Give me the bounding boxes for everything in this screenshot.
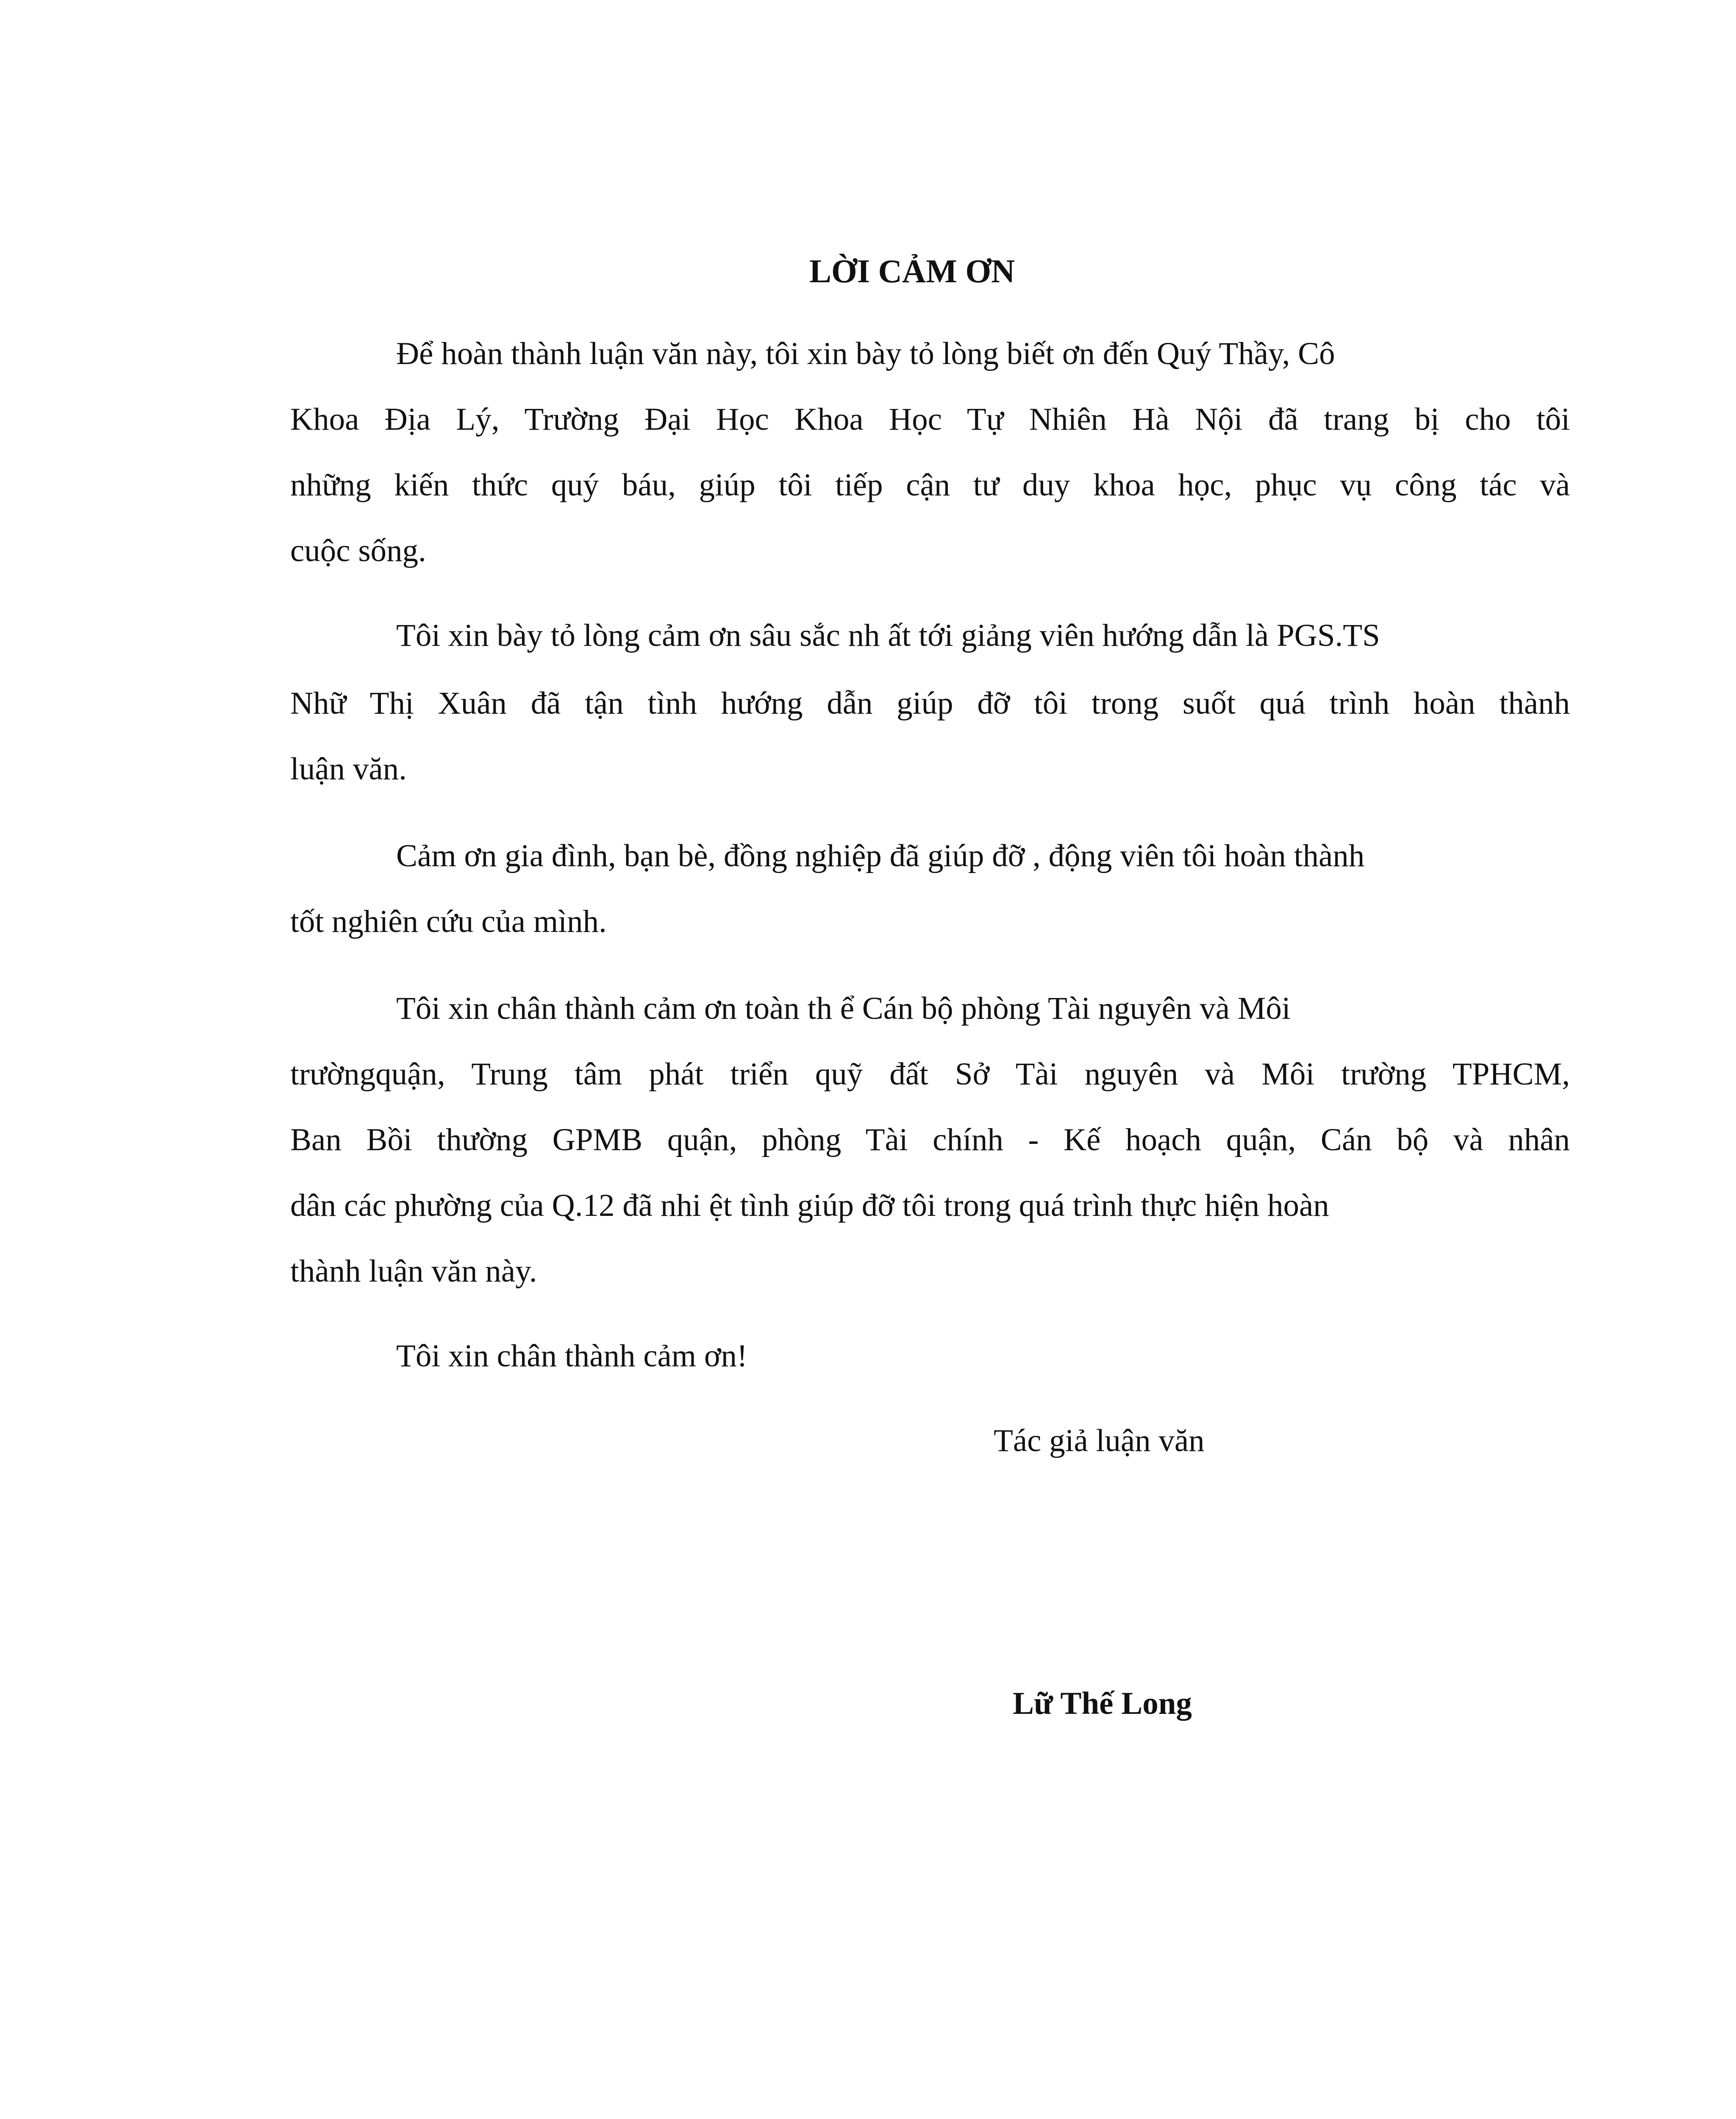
paragraph-2-line-1: Tôi xin bày tỏ lòng cảm ơn sâu sắc nh ất tới giảng viên hướng dẫn là PGS.TS bbox=[396, 618, 1380, 653]
paragraph-4-line-4: dân các phường của Q.12 đã nhi ệt tình giúp đỡ tôi trong quá trình thực hiện hoàn bbox=[290, 1188, 1329, 1223]
page-title: LỜI CẢM ƠN bbox=[809, 253, 1015, 289]
paragraph-3-line-2: tốt nghiên cứu của mình. bbox=[290, 904, 607, 939]
signature-name: Lữ Thế Long bbox=[1013, 1686, 1192, 1721]
paragraph-3-line-1: Cảm ơn gia đình, bạn bè, đồng nghiệp đã giúp đỡ , động viên tôi hoàn thành bbox=[396, 838, 1365, 873]
paragraph-4-line-3: Ban Bồi thường GPMB quận, phòng Tài chính - Kế hoạch quận, Cán bộ và nhân bbox=[290, 1122, 1570, 1157]
paragraph-1-line-2: Khoa Địa Lý, Trường Đại Học Khoa Học Tự Nhiên Hà Nội đã trang bị cho tôi bbox=[290, 402, 1570, 437]
paragraph-2-line-3: luận văn. bbox=[290, 751, 407, 787]
signature-role: Tác giả luận văn bbox=[994, 1423, 1205, 1458]
paragraph-4-line-5: thành luận văn này. bbox=[290, 1254, 537, 1289]
paragraph-4-line-2: trườngquận, Trung tâm phát triển quỹ đất Sở Tài nguyên và Môi trường TPHCM, bbox=[290, 1057, 1570, 1092]
paragraph-2-line-2: Nhữ Thị Xuân đã tận tình hướng dẫn giúp đỡ tôi trong suốt quá trình hoàn thành bbox=[290, 686, 1570, 721]
paragraph-1-line-4: cuộc sống. bbox=[290, 533, 426, 568]
paragraph-1-line-3: những kiến thức quý báu, giúp tôi tiếp cận tư duy khoa học, phục vụ công tác và bbox=[290, 467, 1570, 503]
paragraph-5-line-1: Tôi xin chân thành cảm ơn! bbox=[396, 1338, 747, 1374]
paragraph-1-line-1: Để hoàn thành luận văn này, tôi xin bày tỏ lòng biết ơn đến Quý Thầy, Cô bbox=[396, 336, 1335, 371]
paragraph-4-line-1: Tôi xin chân thành cảm ơn toàn th ể Cán bộ phòng Tài nguyên và Môi bbox=[396, 991, 1291, 1026]
